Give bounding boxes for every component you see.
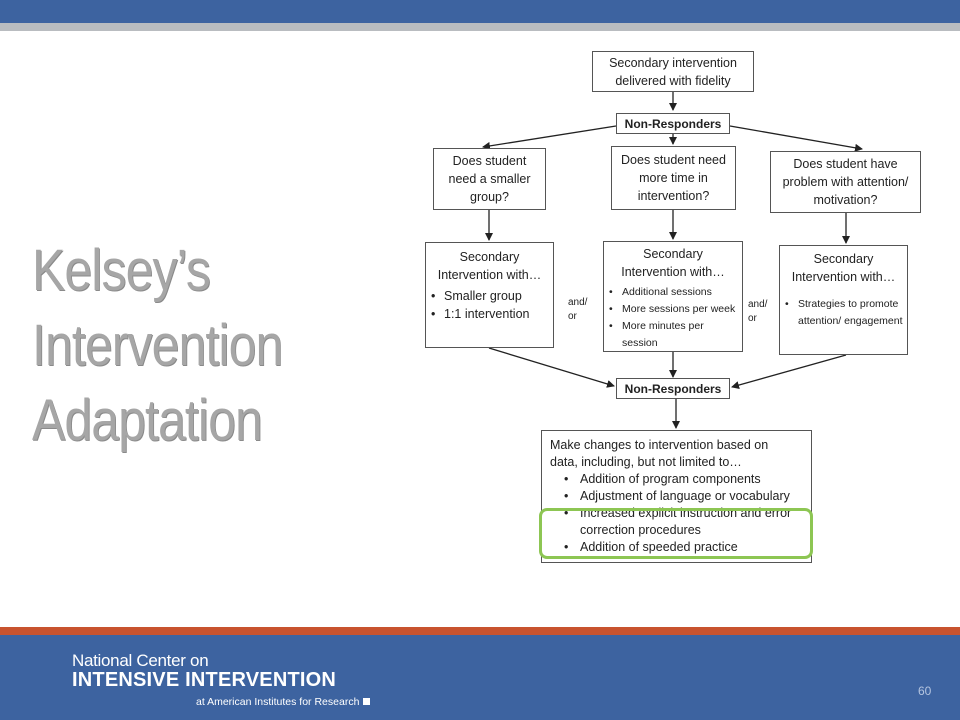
footer-line-1: National Center on bbox=[72, 651, 209, 670]
bottom-accent-stripe bbox=[0, 627, 960, 635]
and-or-2-line-1: and/ bbox=[748, 299, 768, 310]
green-highlight-rectangle bbox=[539, 508, 813, 559]
footer-line-3-text: at American Institutes for Research bbox=[196, 696, 360, 708]
and-or-2-line-2: or bbox=[748, 313, 757, 324]
q2-line-2: more time in bbox=[639, 171, 708, 185]
page-number: 60 bbox=[918, 684, 932, 698]
question-box-more-time bbox=[611, 146, 736, 210]
q2-line-3: intervention? bbox=[637, 189, 710, 203]
question-box-smaller-group bbox=[433, 148, 546, 210]
i1-heading-1: Secondary bbox=[459, 250, 520, 264]
intervention-box-group bbox=[425, 242, 554, 348]
intervention-box-time bbox=[603, 241, 743, 352]
footer-line-3 bbox=[196, 696, 370, 708]
arrow-i1-to-nr2 bbox=[489, 348, 614, 386]
start-line-2: delivered with fidelity bbox=[615, 73, 731, 88]
changes-item: • Addition of program components bbox=[550, 471, 803, 488]
and-or-1-line-2: or bbox=[568, 311, 577, 322]
title-line-3: Adaptation bbox=[32, 388, 262, 453]
q1-line-3: group? bbox=[470, 190, 509, 204]
i3-heading-1: Secondary bbox=[813, 252, 874, 266]
i2-item: • More minutes per session bbox=[604, 318, 742, 352]
i3-item: • Strategies to promote attention/ engagement bbox=[780, 296, 907, 330]
and-or-1-line-1: and/ bbox=[568, 297, 588, 308]
and-or-label-2 bbox=[748, 298, 767, 326]
q1-line-2: need a smaller bbox=[448, 172, 531, 186]
i1-item: • Smaller group bbox=[426, 287, 553, 305]
changes-heading-1: Make changes to intervention based on bbox=[550, 438, 769, 452]
arrow-nr-to-q1 bbox=[483, 126, 616, 147]
start-box bbox=[592, 51, 754, 92]
i2-heading-1: Secondary bbox=[643, 247, 703, 261]
i2-heading-2: Intervention with… bbox=[621, 265, 725, 279]
changes-item: • Addition of speeded practice bbox=[550, 539, 803, 556]
q3-line-1: Does student have bbox=[793, 157, 898, 171]
i2-item: • Additional sessions bbox=[604, 284, 742, 301]
title-line-2: Intervention bbox=[32, 313, 283, 378]
non-responders-label-bottom: Non-Responders bbox=[624, 381, 722, 396]
square-icon bbox=[363, 698, 370, 705]
non-responders-label-top: Non-Responders bbox=[624, 116, 722, 131]
title-line-1: Kelsey’s bbox=[32, 238, 210, 303]
q3-line-3: motivation? bbox=[813, 193, 878, 207]
arrow-i3-to-nr2 bbox=[732, 355, 846, 387]
start-line-1: Secondary intervention bbox=[609, 55, 737, 70]
i1-item: • 1:1 intervention bbox=[426, 305, 553, 323]
i1-heading-2: Intervention with… bbox=[437, 268, 542, 282]
i2-item: • More sessions per week bbox=[604, 301, 742, 318]
non-responders-box-top bbox=[616, 113, 730, 134]
q2-line-1: Does student need bbox=[621, 153, 726, 167]
non-responders-box-bottom bbox=[616, 378, 730, 399]
q1-line-1: Does student bbox=[452, 154, 527, 168]
arrow-nr-to-q3 bbox=[730, 126, 862, 149]
changes-item: • Adjustment of language or vocabulary bbox=[550, 488, 803, 505]
changes-item: • Increased explicit instruction and error correction procedures bbox=[550, 505, 803, 539]
i3-heading-2: Intervention with… bbox=[791, 270, 896, 284]
footer-line-2: INTENSIVE INTERVENTION bbox=[72, 669, 337, 691]
changes-heading-2: data, including, but not limited to… bbox=[550, 455, 742, 469]
q3-line-2: problem with attention/ bbox=[782, 175, 909, 189]
intervention-box-attention bbox=[779, 245, 908, 355]
question-box-attention bbox=[770, 151, 921, 213]
and-or-label-1 bbox=[568, 296, 587, 324]
